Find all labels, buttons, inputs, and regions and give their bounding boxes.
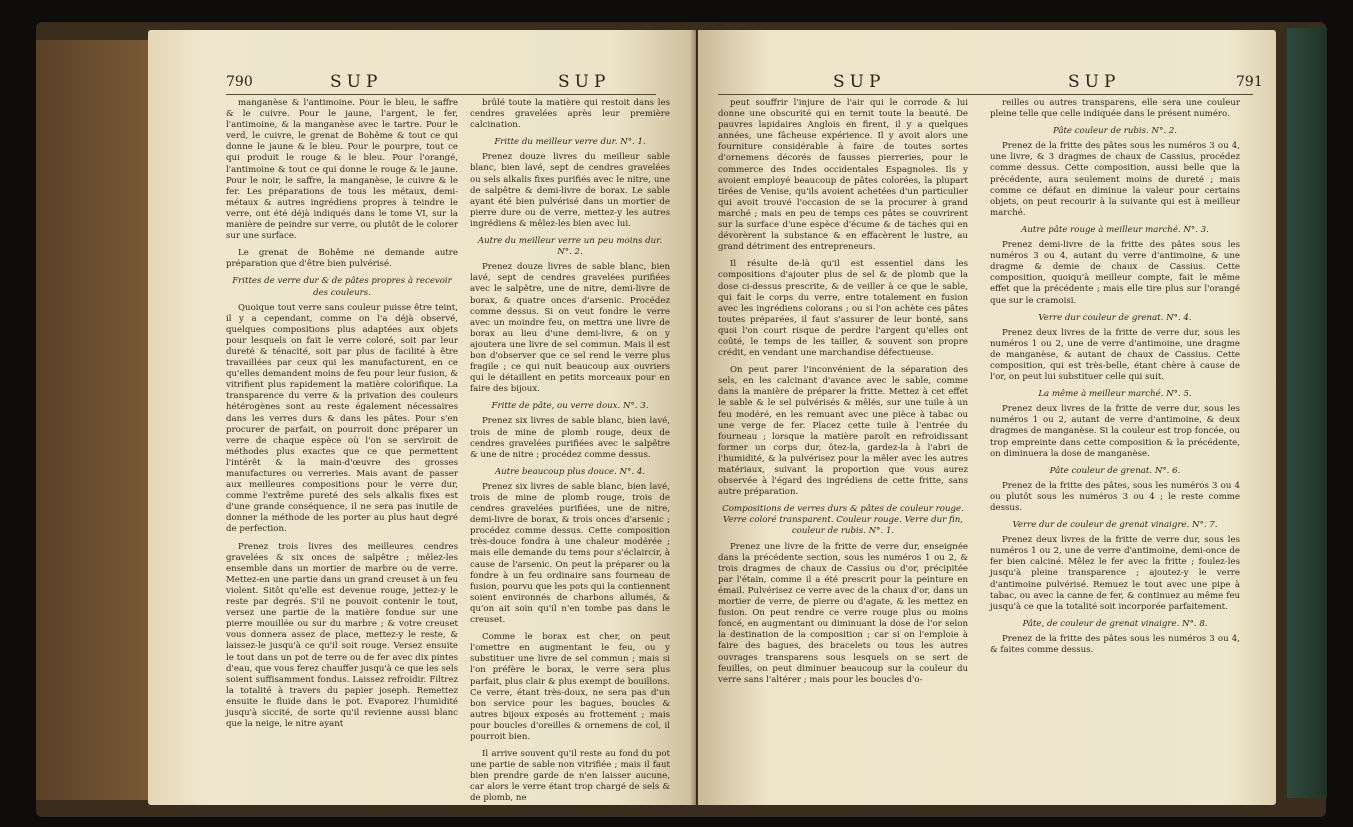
paragraph: Prenez demi-livre de la fritte des pâtes sous les numéros 3 ou 4, autant du verre d'antimoine, & une dragme & demie de chaux de Cassius. Cette composition, quoiqu'à meilleur compte, fait le même effet que la précédente ; mais elle tire plus sur l'orangé que sur le cramoisi. (990, 240, 1240, 306)
paragraph: Prenez trois livres des meilleures cendres gravelées & six onces de salpêtre ; mêlez-les ensemble dans un mortier de marbre ou de verre. Mettez-en une partie dans un grand creuset à un feu violent. Sitôt qu'elle est devenue rouge, jettez-y le reste par degrés. S'il ne pouvoit contenir le tout, versez une partie de la matière fondue sur une pierre mouillée ou sur du marbre ; & votre creuset vous donnera assez de place, mettez-y le reste, & laissez-le jusqu'à ce qu'il soit rouge. Versez ensuite le tout dans un pot de terre ou de fer avec dix pintes d'eau, que vous ferez chauffer jusqu'à ce que les sels soient suffisamment fondus. Laissez refroidir. Filtrez la totalité à travers du papier joseph. Remettez ensuite le fluide dans le pot. Evaporez l'humidité jusqu'à siccité, de sorte qu'il revienne aussi blanc que la neige, le nitre ayant (226, 541, 458, 730)
section-heading: La même à meilleur marché. N°. 5. (1038, 389, 1192, 400)
right-page (698, 30, 1276, 805)
book-cover-right (1287, 28, 1327, 798)
header-rule (226, 94, 656, 95)
header-rule (718, 94, 1253, 95)
paragraph: reilles ou autres transparens, elle sera une couleur pleine telle que celle indiquée dans le présent numéro. (990, 98, 1240, 120)
paragraph: brûlé toute la matière qui restoit dans les cendres gravelées après leur première calcination. (470, 98, 670, 131)
section-heading: Compositions de verres durs & pâtes de couleur rouge. Verre coloré transparent. Couleur rouge. Verre dur fin, couleur de rubis. N°. 1. (722, 504, 964, 537)
running-header-right: SUP (1068, 72, 1121, 92)
paragraph: Prenez douze livres de sable blanc, bien lavé, sept de cendres gravelées purifiées avec le salpêtre, une de nitre, demi-livre de borax, & quatre onces d'arsenic. Procédez comme dessus. Si on veut fondre le verre avec un moindre feu, on mettra une livre de borax au lieu d'une demi-livre, & on y ajoutera une livre de sel commun. Mais il est bon d'observer que ce sel rend le verre plus fragile ; ce qui nuit beaucoup aux ouvriers qui le détaillent en petits morceaux pour en faire des bijoux. (470, 262, 670, 395)
paragraph: Prenez de la fritte des pâtes sous les numéros 3 ou 4, & faites comme dessus. (990, 633, 1240, 656)
section-heading: Verre dur de couleur de grenat vinaigre. N°. 7. (1012, 520, 1218, 531)
paragraph: On peut parer l'inconvénient de la séparation des sels, en les calcinant d'avance avec le sable, comme dans la manière de préparer la fritte. Mettez à cet effet le sable & le sel pulvérisés & mêlés, sur une tuile à un feu modéré, en les remuant avec une pièce à tabac ou une verge de fer. Placez cette tuile à l'entrée du fourneau ; lorsque la matière paroît en refroidissant former un corps dur, ôtez-la, gardez-la à l'abri de l'humidité, & la pulvérisez pour la mêler avec les autres matériaux, suivant la proportion que vous aurez observée à l'égard des ingrédiens de cette fritte, sans autre préparation. (718, 365, 968, 498)
right-page-column-2 (990, 98, 1240, 662)
section-heading: Fritte de pâte, ou verre doux. N°. 3. (491, 401, 649, 412)
right-page-column-1 (718, 98, 968, 692)
section-heading: Autre beaucoup plus douce. N°. 4. (494, 466, 646, 477)
paragraph: Prenez deux livres de la fritte de verre dur, sous les numéros 1 ou 2, une de verre d'antimoine, demi-once de fer bien calciné. Mêlez le fer avec la fritte ; foulez-les jusqu'à pleine transparence ; ajoutez-y le verre d'antimoine pulvérisé. Remuez le tout avec une pipe à tabac, ou avec la canne de fer, & continuez au même feu jusqu'à ce que la totalité soit incorporée parfaitement. (990, 535, 1240, 612)
paragraph: Prenez six livres de sable blanc, bien lavé, trois de mine de plomb rouge, deux de cendres gravelées purifiées avec le salpêtre & une de nitre ; procédez comme dessus. (470, 416, 670, 460)
running-header-left: SUP (330, 72, 383, 92)
running-header-left: SUP (833, 72, 886, 92)
paragraph: Prenez de la fritte des pâtes, sous les numéros 3 ou 4 ou plutôt sous les numéros 3 ou 4 ; le reste comme dessus. (990, 480, 1240, 513)
section-heading: Verre dur couleur de grenat. N°. 4. (1038, 312, 1192, 323)
book-cover-left (36, 40, 156, 800)
page-number: 790 (226, 74, 253, 90)
section-heading: Frittes de verre dur & de pâtes propres à recevoir des couleurs. (232, 276, 452, 298)
paragraph: Comme le borax est cher, on peut l'omettre en augmentant le feu, ou y substituer une livre de sel commun ; mais si l'on préfère le borax, le verre sera plus parfait, plus clair & plus exempt de bouillons. Ce verre, étant très-doux, ne sera pas d'un bon service pour les bagues, boucles & autres bijoux exposés au frottement ; mais pour boucles d'oreilles & ornemens de col, il pourroit bien. (470, 632, 670, 742)
paragraph: manganèse & l'antimoine. Pour le bleu, le saffre & le cuivre. Pour le jaune, l'argent, le fer, l'antimoine, & la manganèse avec le tartre. Pour le verd, le cuivre, le grenat de Bohême & tout ce qui donne le jaune & le bleu. Pour le pourpre, tout ce qui produit le rouge & le bleu. Pour l'orangé, l'antimoine & tout ce qui donne le rouge & le jaune. Pour le noir, le saffre, la manganèse, le cuivre & le fer. Les préparations de tous les métaux, demi-métaux & autres ingrédiens propres à teindre le verre, ont été déjà indiqués dans le tome VI, sur la manière de peindre sur verre, ou plutôt de le colorer sur une surface. (226, 98, 458, 242)
left-page (148, 30, 696, 805)
running-header-right: SUP (558, 72, 611, 92)
paragraph: Prenez douze livres du meilleur sable blanc, bien lavé, sept de cendres gravelées ou sels alkalis fixes purifiés avec le nitre, une de salpêtre & demi-livre de borax. Le sable ayant été bien pulvérisé dans un mortier de pierre dure ou de verre, mettez-y les autres ingrédiens & mêlez-les bien avec lui. (470, 152, 670, 229)
paragraph: Le grenat de Bohême ne demande autre préparation que d'être bien pulvérisé. (226, 248, 458, 270)
page-number: 791 (1236, 74, 1263, 90)
paragraph: Prenez deux livres de la fritte de verre dur, sous les numéros 1 ou 2, une de verre d'antimoine, une dragme de manganèse, & autant de chaux de Cassius. Cette composition, qui est très-belle, étant chère à cause de l'or, on peut lui substituer celle qui suit. (990, 327, 1240, 383)
left-page-column-1 (226, 98, 458, 736)
section-heading: Autre pâte rouge à meilleur marché. N°. 3. (1021, 224, 1209, 235)
paragraph: Il résulte de-là qu'il est essentiel dans les compositions d'ajouter plus de sel & de plomb que la dose ci-dessus prescrite, & de veiller à ce que le sable, qui fait le corps du verre, entre totalement en fusion avec les ingrédiens colorans ; ou si l'on achète ces pâtes toutes préparées, il faut s'assurer de leur bonté, sans quoi l'on court risque de perdre l'argent qu'elles ont coûté, le temps de les tailler, & souvent son propre crédit, en vendant une marchandise défectueuse. (718, 259, 968, 359)
section-heading: Pâte, de couleur de grenat vinaigre. N°. 8. (1022, 618, 1208, 629)
paragraph: Quoique tout verre sans couleur puisse être teint, il y a cependant, comme on l'a déjà observé, quelques compositions plus adaptées aux objets pour lesquels on fait le verre coloré, soit par leur dureté & ténacité, soit par plus de facilité à être travaillées par ceux qui les manufacturent, en ce qu'elles demandent moins de feu pour leur fusion, & vitrifient plus rapidement la matière colorifique. La transparence du verre & la privation des couleurs hétérogènes sont au reste également nécessaires dans les verres durs & dans les pâtes. Pour s'en procurer de parfait, on pourroit donc préparer un verre de chaque espèce où l'on se serviroit de méthodes plus exactes que ce que permettent l'intérêt & la main-d'œuvre des grosses manufactures ou verreries. Mais avant de passer aux meilleures compositions pour le verre dur, comme l'extrême pureté des sels alkalis fixes est d'une grande conséquence, il ne sera pas inutile de donner la méthode de les porter au plus haut degré de perfection. (226, 302, 458, 535)
paragraph: peut souffrir l'injure de l'air qui le corrode & lui donne une obscurité qui en ternit toute la beauté. De pauvres lapidaires Anglois en firent, il y a quelques années, une fâcheuse expérience. Il y avoit alors une fourniture considérable à faire de toutes sortes d'ornemens décorés de fausses pierreries, pour le commerce des Indes occidentales Espagnoles. Ils y avoient employé beaucoup de pâtes colorées, la plupart tirées de Venise, qu'ils avoient achetées d'un particulier qui avoit trouvé l'occasion de se la procurer à grand marché ; mais en peu de temps ces pâtes se couvrirent sur la surface d'une espèce d'écume & de taches qui en dévorèrent la substance & en effacèrent le lustre, au grand détriment des entrepreneurs. (718, 98, 968, 253)
section-heading: Pâte couleur de grenat. N°. 6. (1049, 465, 1181, 476)
paragraph: Prenez une livre de la fritte de verre dur, enseignée dans la précédente section, sous les numéros 1 ou 2, & trois dragmes de chaux de Cassius ou d'or, précipitée par l'étain, comme il a été prescrit pour la peinture en émail. Pulvérisez ce verre avec de la chaux d'or, dans un mortier de verre, de pierre ou d'agate, & les mettez en fusion. On peut rendre ce verre rouge plus ou moins foncé, en augmentant ou diminuant la dose de l'or selon la destination de la composition ; car si on l'emploie à faire des bagues, des bracelets ou tous les autres ouvrages transparens sous lesquels on se sert de feuilles, on peut diminuer beaucoup sur la couleur du verre sans l'altérer ; mais pour les boucles d'o- (718, 541, 968, 685)
paragraph: Prenez deux livres de la fritte de verre dur, sous les numéros 1 ou 2, autant de verre d'antimoine, & deux dragmes de manganèse. Si la couleur est trop foncée, ou trop empreinte dans cette composition & la précédente, on diminuera la dose de manganèse. (990, 404, 1240, 459)
paragraph: Prenez six livres de sable blanc, bien lavé, trois de mine de plomb rouge, trois de cendres gravelées purifiées, une de nitre, demi-livre de borax, & trois onces d'arsenic ; procédez comme dessus. Cette composition très-douce fondra à une chaleur modérée ; mais elle demande du tems pour s'éclaircir, à cause de l'arsenic. On peut la préparer ou la fondre à un feu ordinaire sans fourneau de fusion, pourvu que les pots qui la contiennent soient environnés de charbons allumés, & qu'on ait soin qu'il n'en tombe pas dans le creuset. (470, 481, 670, 626)
section-heading: Autre du meilleur verre un peu moins dur. N°. 2. (477, 236, 663, 258)
paragraph: Il arrive souvent qu'il reste au fond du pot une partie de sable non vitrifiée ; mais il faut bien prendre garde de n'en laisser aucune, car alors le verre étant trop chargé de sels & de plomb, ne (470, 749, 670, 804)
section-heading: Pâte couleur de rubis. N°. 2. (1052, 126, 1178, 137)
left-page-column-2 (470, 98, 670, 805)
paragraph: Prenez de la fritte des pâtes sous les numéros 3 ou 4, une livre, & 3 dragmes de chaux de Cassius, procédez comme dessus. Cette composition, aussi belle que la précédente, aura seulement moins de dureté ; mais comme ce défaut en diminue la valeur pour certains objets, on peut recourir à la suivante qui est à meilleur marché. (990, 141, 1240, 218)
section-heading: Fritte du meilleur verre dur. N°. 1. (494, 137, 646, 148)
